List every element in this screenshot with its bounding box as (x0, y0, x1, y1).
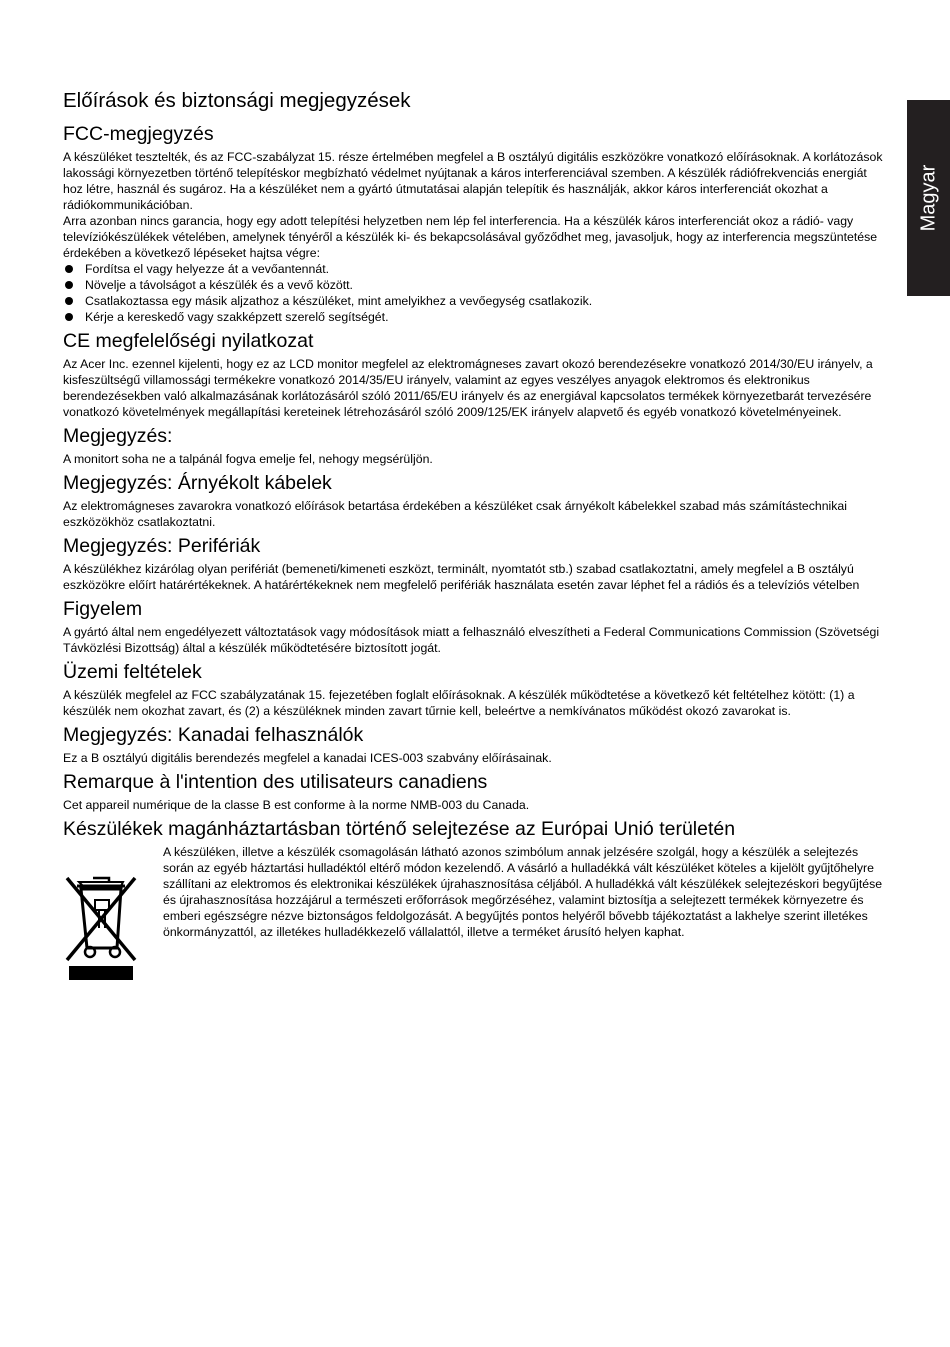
section-caution (63, 597, 885, 656)
section-ce (63, 329, 885, 420)
bullet-icon (65, 281, 73, 289)
section-note (63, 424, 885, 467)
paragraph: A monitort soha ne a talpánál fogva emelje fel, nehogy megsérüljön. (63, 452, 433, 466)
bullet-icon (65, 265, 73, 273)
page-title: Előírások és biztonsági megjegyzések (63, 89, 411, 112)
section-heading: Üzemi feltételek (63, 661, 202, 683)
list-item-text: Növelje a távolságot a készülék és a vevő között. (85, 278, 353, 292)
section-shielded-cables (63, 471, 885, 530)
section-weee (63, 817, 885, 987)
paragraph: A készülékhez kizárólag olyan perifériát (bemeneti/kimeneti eszközt, terminált, nyomtatót stb.) szabad csatlakoztatni, amely megfelel a B osztályú eszközökre előírt határértékeknek. A határértékeknek nem megfelelő perifériák használata esetén zavar léphet fel a rádiós és a televíziós vételben (63, 562, 860, 592)
section-heading: FCC-megjegyzés (63, 123, 214, 145)
section-heading: Megjegyzés: Kanadai felhasználók (63, 724, 364, 746)
section-peripherals (63, 534, 885, 593)
paragraph: A készüléken, illetve a készülék csomagolásán látható azonos szimbólum annak jelzésére szolgál, hogy a készülék a selejtezés során az egyéb háztartási hulladéktól eltérő módon kezelendő. A vásárló a hulladékká vált készüléket köteles a kijelölt gyűjtőhelyre szállítani az elektromos és elektronikai készülékek újrahasznosítása céljából. A hulladékká vált készülékek selejtezéskori begyűjtése és újrahasznosítása hozzájárul a természeti erőforrások megőrzéséhez, valamint biztosítja a selejtezett termékek környezetre és emberi egészségre nézve biztonságos feldolgozását. A begyűjtés pontos helyéről bővebb tájékoztatást a lakhelye szerint illetékes önkormányzattól, az illetékes hulladékkezelő vállalattól, illetve a terméket árusító helyen kaphat. (163, 845, 883, 939)
weee-block (63, 844, 885, 987)
paragraph: A készüléket tesztelték, és az FCC-szabályzat 15. része értelmében megfelel a B osztályú digitális eszközökre vonatkozó előírásoknak. A korlátozások lakossági környezetben történő telepítéskor megbízható védelmet nyújtanak a káros interferenciával szemben. A készülék rádiófrekvenciás energiát hoz létre, használ és sugároz. Ha a készüléket nem a gyártó útmutatásai alapján telepítik és használják, akkor káros interferenciát okozhat a rádiókommunikációban. (63, 150, 883, 212)
list-item (63, 309, 885, 325)
crossed-out-wheelie-bin-icon (63, 844, 163, 987)
document-body (63, 88, 885, 987)
paragraph: Arra azonban nincs garancia, hogy egy adott telepítési helyzetben nem lép fel interferencia. Ha a készülék káros interferenciát okoz a rádió- vagy televíziókészülékek vételében, amelynek tényéről a készülék ki- és bekapcsolásával győződhet meg, javasoljuk, hogy az interferencia megszüntetése érdekében a következő lépéseket hajtsa végre: (63, 214, 878, 260)
bullet-icon (65, 297, 73, 305)
section-heading: CE megfelelőségi nyilatkozat (63, 330, 314, 352)
section-canada-fr (63, 770, 885, 813)
bullet-list (63, 261, 885, 325)
paragraph: Az elektromágneses zavarokra vonatkozó előírások betartása érdekében a készüléket csak árnyékolt kábelekkel szabad más számítástechnikai eszközökhöz csatlakoztatni. (63, 499, 847, 529)
section-heading: Megjegyzés: Perifériák (63, 535, 261, 557)
section-heading: Remarque à l'intention des utilisateurs canadiens (63, 771, 488, 793)
section-canada (63, 723, 885, 766)
paragraph: Ez a B osztályú digitális berendezés megfelel a kanadai ICES-003 szabvány előírásainak. (63, 751, 552, 765)
list-item (63, 277, 885, 293)
language-side-tab (907, 100, 950, 296)
paragraph: A gyártó által nem engedélyezett változtatások vagy módosítások miatt a felhasználó elveszítheti a Federal Communications Commission (Szövetségi Távközlési Bizottság) által a készülék működtetésére biztosított jogát. (63, 625, 880, 655)
paragraph: A készülék megfelel az FCC szabályzatának 15. fejezetében foglalt előírásoknak. A készülék működtetése a következő két feltételhez kötött: (1) a készülék nem okozhat zavart, és (2) a készüléknek minden zavart tűrnie kell, beleértve a nemkívánatos működést okozó zavarokat is. (63, 688, 855, 718)
list-item-text: Csatlakoztassa egy másik aljzathoz a készüléket, mint amelyikhez a vevőegység csatlakozik. (85, 294, 593, 308)
section-heading: Megjegyzés: Árnyékolt kábelek (63, 472, 332, 494)
list-item-text: Fordítsa el vagy helyezze át a vevőantennát. (85, 262, 330, 276)
language-label: Magyar (917, 164, 939, 232)
list-item-text: Kérje a kereskedő vagy szakképzett szerelő segítségét. (85, 310, 389, 324)
section-heading: Megjegyzés: (63, 425, 173, 447)
paragraph: Az Acer Inc. ezennel kijelenti, hogy ez az LCD monitor megfelel az elektromágneses zavart okozó berendezésekre vonatkozó 2014/30/EU irányelv, a kisfeszültségű villamossági termékekre vonatkozó 2014/35/EU irányelv, valamint az egyes veszélyes anyagok elektromos és elektronikus berendezésekben való alkalmazásának korlátozásáról szóló 2011/65/EU irányelv és az energiával kapcsolatos termékek környezetbarát tervezésére vonatkozó követelmények megállapítási kereteinek létrehozásáról szóló 2009/125/EK irányelv alapvető és egyéb vonatkozó követelményeinek. (63, 357, 873, 419)
section-fcc (63, 122, 885, 325)
bullet-icon (65, 313, 73, 321)
list-item (63, 261, 885, 277)
paragraph: Cet appareil numérique de la classe B est conforme à la norme NMB-003 du Canada. (63, 798, 530, 812)
list-item (63, 293, 885, 309)
section-operating-conditions (63, 660, 885, 719)
section-heading: Készülékek magánháztartásban történő selejtezése az Európai Unió területén (63, 818, 736, 840)
section-heading: Figyelem (63, 598, 143, 620)
